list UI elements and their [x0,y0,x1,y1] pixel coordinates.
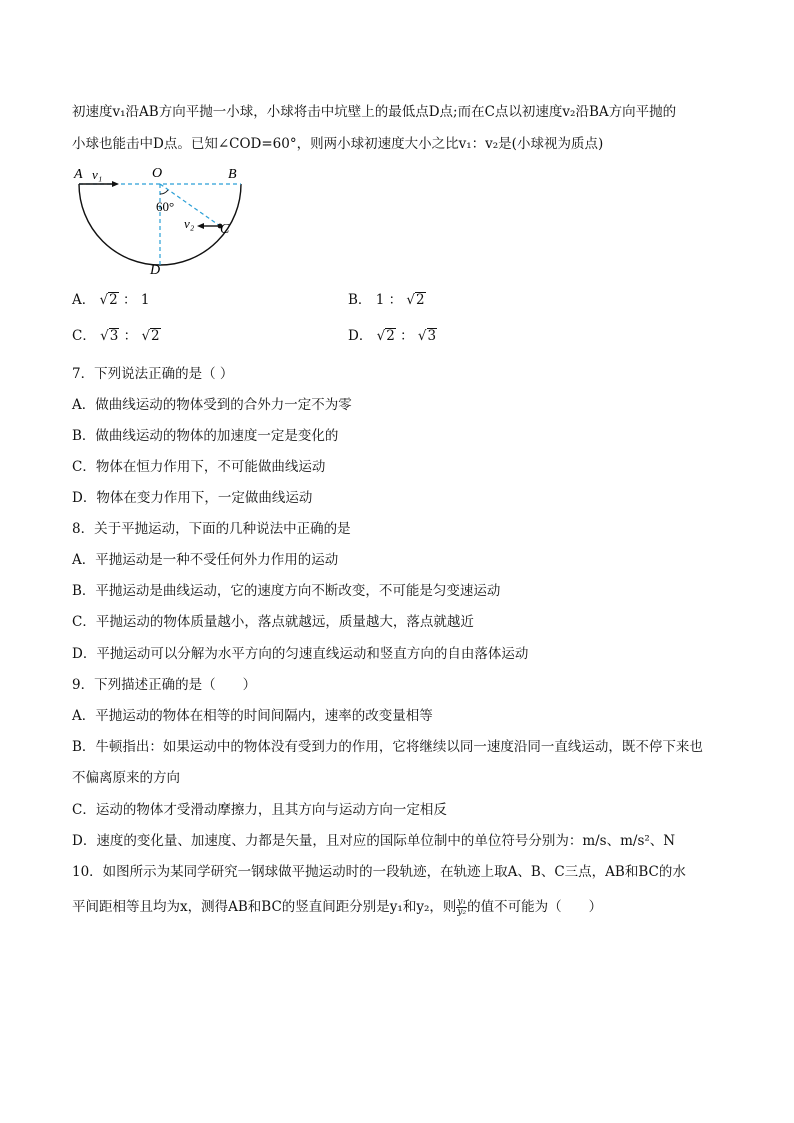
q6-stem-line-1: 初速度v₁沿AB方向平抛一小球，小球将击中坑壁上的最低点D点;而在C点以初速度v₂沿BA方向平抛的 [72,104,677,120]
sqrt-symbol: √ [376,328,386,344]
sqrt-symbol: √ [406,292,416,308]
angle-arc [160,190,168,194]
label-d: D [150,263,161,278]
q7-option-c: C．物体在恒力作用下，不可能做曲线运动 [72,459,326,475]
q6-option-a [72,290,149,310]
q6-option-d-letter: D． [348,328,373,344]
label-c: C [220,222,230,237]
label-v2: v₂ [184,216,195,231]
q6-option-a-left: 2 [109,292,118,308]
q10-fraction-denominator: y₂ [457,907,467,917]
q6-option-c-right: 2 [151,328,160,344]
q6-option-a-letter: A． [72,292,96,308]
v2-arrowhead [197,223,204,229]
sqrt-symbol: √ [141,328,151,344]
q10-line2-part-a: 平间距相等且均为x，测得AB和BC的竖直间距分别是y₁和y₂，则 [72,899,457,915]
q8-option-a: A．平抛运动是一种不受任何外力作用的运动 [72,552,339,568]
q7-option-b: B．做曲线运动的物体的加速度一定是变化的 [72,428,339,444]
q6-figure [66,160,256,280]
q8-option-c: C．平抛运动的物体质量越小，落点就越远，质量越大，落点就越近 [72,614,474,630]
sqrt-symbol: √ [99,292,109,308]
label-v1: v₁ [92,167,103,182]
label-a: A [74,167,83,182]
label-o: O [152,166,163,181]
q6-option-c [72,326,161,346]
q10-line2-part-b: 的值不可能为（ ） [467,899,603,915]
q8-option-d: D．平抛运动可以分解为水平方向的匀速直线运动和竖直方向的自由落体运动 [72,646,529,662]
label-b: B [228,167,237,182]
q7-stem: 7．下列说法正确的是（ ） [72,366,234,382]
sqrt-symbol: √ [417,328,427,344]
q8-option-b: B．平抛运动是曲线运动，它的速度方向不断改变，不可能是匀变速运动 [72,583,501,599]
q10-stem-line-1: 10．如图所示为某同学研究一钢球做平抛运动时的一段轨迹，在轨迹上取A、B、C三点，AB和BC的水 [72,864,686,880]
q7-option-d: D．物体在变力作用下，一定做曲线运动 [72,490,313,506]
q7-option-a: A．做曲线运动的物体受到的合外力一定不为零 [72,397,352,413]
q10-fraction [456,898,467,917]
q6-option-c-letter: C． [72,328,96,344]
q9-stem: 9．下列描述正确的是（ ） [72,677,257,693]
q6-option-a-right: 1 [140,292,150,308]
q6-option-b [348,290,426,310]
q8-stem: 8．关于平抛运动，下面的几种说法中正确的是 [72,521,351,537]
v1-arrowhead [112,181,119,187]
q6-option-a-sep: ： [123,292,137,308]
q6-stem-line-2: 小球也能击中D点。已知∠COD=60°，则两小球初速度大小之比v₁：v₂是(小球视为质点) [72,136,604,152]
q10-fraction-numerator: y₁ [457,897,467,907]
q6-option-d-right: 3 [427,328,437,344]
q9-option-a: A．平抛运动的物体在相等的时间间隔内，速率的改变量相等 [72,708,433,724]
q9-option-d: D．速度的变化量、加速度、力都是矢量，且对应的国际单位制中的单位符号分别为：m/s、m/s²、N [72,833,676,849]
q10-stem-line-2 [72,897,602,917]
q6-option-d-left: 2 [386,328,395,344]
q6-option-b-letter: B． [348,292,372,308]
q6-option-d-sep: ： [400,328,414,344]
q9-option-b: B．牛顿指出：如果运动中的物体没有受到力的作用，它将继续以同一速度沿同一直线运动，既不停下来也 [72,739,703,755]
q6-option-c-left: 3 [109,328,119,344]
sqrt-symbol: √ [100,328,109,344]
label-angle: 60° [156,199,175,214]
q9-option-b-cont: 不偏离原来的方向 [72,770,180,786]
q6-option-d [348,326,437,346]
q6-option-c-sep: ： [123,328,138,344]
q6-option-b-left: 1 [375,292,385,308]
q6-option-b-sep: ： [388,292,403,308]
q9-option-c: C．运动的物体才受滑动摩擦力，且其方向与运动方向一定相反 [72,802,447,818]
q6-option-b-right: 2 [416,292,425,308]
pit-semicircle [79,184,241,265]
